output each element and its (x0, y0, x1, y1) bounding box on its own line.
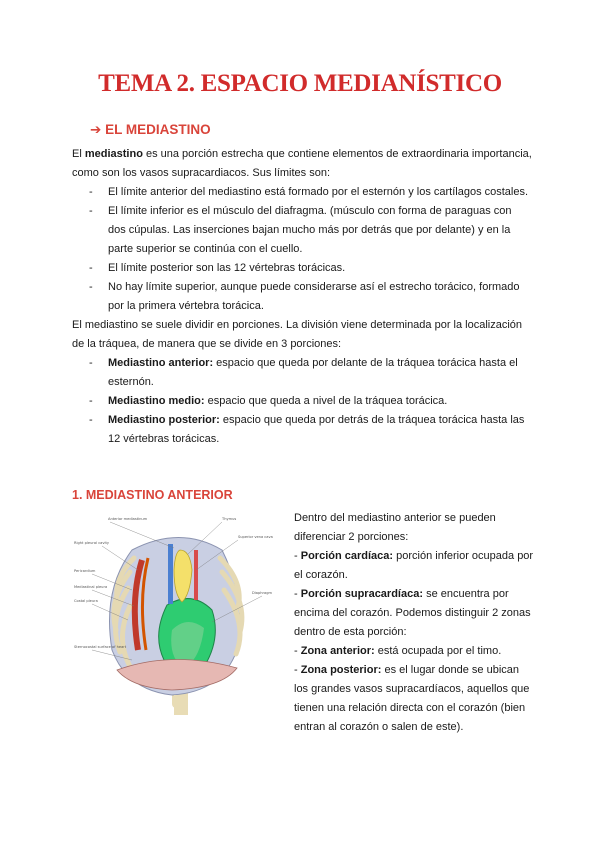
item-bold: Zona anterior: (300, 645, 375, 657)
figure-label: Right pleural cavity (74, 541, 110, 545)
anatomy-illustration (72, 510, 284, 722)
limit-text: No hay límite superior, aunque puede considerarse así el estrecho torácico, formado por la primera vértebra torácica. (108, 281, 520, 312)
list-item: - Mediastino posterior: espacio que queda por detrás de la tráquea torácica hasta las 12 vértebras torácicas. (89, 414, 525, 445)
limit-text: El límite inferior es el músculo del diafragma. (músculo con forma de paraguas con dos cúpulas. Las inserciones bajan mucho más por detrás que por delante) y en la parte superior se continúa con el cuello. (108, 205, 512, 255)
limit-text: El límite anterior del mediastino está formado por el esternón y los cartílagos costales. (108, 186, 529, 198)
portion-name: Mediastino anterior: (108, 357, 214, 369)
item-prefix: - (294, 664, 301, 676)
list-item: - El límite posterior son las 12 vértebras torácicas. (89, 262, 346, 274)
list-item: - Mediastino medio: espacio que queda a nivel de la tráquea torácica. (89, 395, 448, 407)
intro-pre: El (72, 148, 85, 160)
limit-text: El límite posterior son las 12 vértebras torácicas. (108, 262, 346, 274)
subsection-heading: 1. MEDIASTINO ANTERIOR (72, 488, 233, 502)
intro-bold: mediastino (84, 148, 143, 160)
figure-label: Sternocostal surface of heart (74, 645, 127, 649)
figure-label: Anterior mediastinum (108, 517, 148, 521)
portion-text: espacio que queda por detrás de la tráquea torácica hasta las 12 vértebras torácicas. (108, 414, 525, 445)
division-paragraph: El mediastino se suele dividir en porciones. La división viene determinada por la localización de la tráquea, de manera que se divide en 3 porciones: (72, 319, 523, 350)
portion-text: espacio que queda a nivel de la tráquea torácica. (204, 395, 448, 407)
figure-label: Costal pleura (74, 599, 98, 603)
list-item: - El límite anterior del mediastino está formado por el esternón y los cartílagos costales. (89, 186, 529, 198)
main-text-block (72, 145, 532, 449)
figure-label: Pericardium (74, 569, 96, 573)
item-text: se encuentra por encima del corazón. Podemos distinguir 2 zonas dentro de esta porción: (294, 588, 531, 638)
list-item (294, 585, 534, 642)
list-item: - Mediastino anterior: espacio que queda por delante de la tráquea torácica hasta el esternón. (89, 357, 518, 388)
portion-text: espacio que queda por delante de la tráquea torácica hasta el esternón. (108, 357, 518, 388)
section-heading (90, 122, 211, 138)
list-item: - El límite inferior es el músculo del diafragma. (músculo con forma de paraguas con dos cúpulas. Las inserciones bajan mucho más por detrás que por delante) y en la parte superior se continúa con el cuello. (89, 205, 512, 255)
figure-label: Thymus (222, 517, 237, 521)
list-item (294, 661, 534, 737)
portion-name: Mediastino medio: (108, 395, 205, 407)
figure-label: Mediastinal pleura (74, 585, 108, 589)
item-prefix: - (294, 645, 301, 657)
arrow-right-icon: ➔ (90, 122, 102, 137)
list-item (294, 547, 534, 585)
item-prefix: - (294, 588, 301, 600)
page-title: TEMA 2. ESPACIO MEDIANÍSTICO (98, 70, 502, 97)
item-bold: Zona posterior: (300, 664, 382, 676)
limits-list (72, 183, 532, 316)
portion-name: Mediastino posterior: (108, 414, 220, 426)
item-text: es el lugar donde se ubican los grandes vasos supracardíacos, aquellos que tienen una relación directa con el corazón (bien entran al corazón o salen de este). (294, 664, 530, 733)
item-text: está ocupada por el timo. (374, 645, 502, 657)
item-bold: Porción supracardíaca: (300, 588, 424, 600)
figure-label: Diaphragm (252, 591, 272, 595)
list-item (294, 642, 534, 661)
section-heading-text: EL MEDIASTINO (105, 122, 211, 137)
anterior-intro: Dentro del mediastino anterior se pueden diferenciar 2 porciones: (294, 512, 496, 543)
intro-post: es una porción estrecha que contiene elementos de extraordinaria importancia, como son los vasos supracardiacos. Sus límites son: (72, 148, 532, 179)
intro-paragraph (72, 145, 532, 183)
item-bold: Porción cardíaca: (300, 550, 394, 562)
item-prefix: - (294, 550, 301, 562)
figure-label: Superior vena cava (238, 535, 273, 539)
item-text: porción inferior ocupada por el corazón. (294, 550, 534, 581)
list-item: - No hay límite superior, aunque puede considerarse así el estrecho torácico, formado por la primera vértebra torácica. (89, 281, 520, 312)
anterior-description (294, 509, 534, 737)
portions-list (72, 354, 532, 449)
